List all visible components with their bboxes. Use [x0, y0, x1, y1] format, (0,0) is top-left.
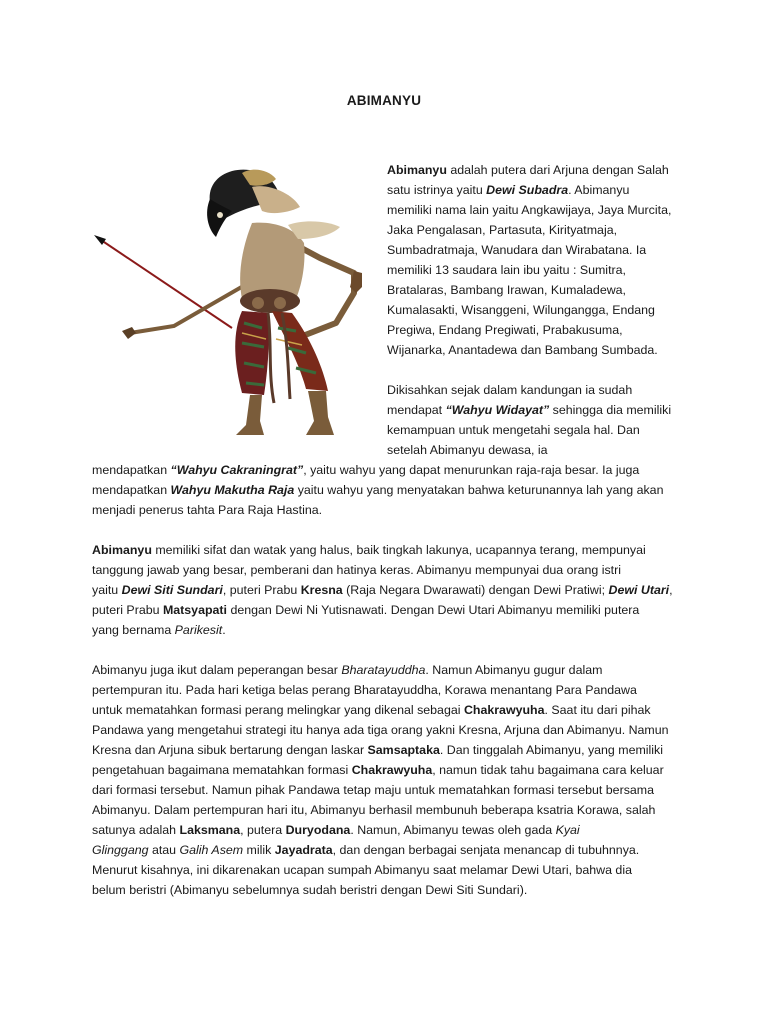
p4-line-2: pertempuran itu. Pada hari ketiga belas perang Bharatayuddha, Korawa menantang Para Pandawa: [92, 683, 637, 697]
p2-line-4: setelah Abimanyu dewasa, ia: [387, 443, 548, 457]
p4-line-11: Menurut kisahnya, ini dikarenakan ucapan sumpah Abimanyu saat melamar Dewi Utari, bahwa dia: [92, 863, 632, 877]
p4-line-4: Pandawa yang mengetahui strategi itu hanya ada tiga orang yakni Kresna, Arjuna dan Abimanyu. Namun: [92, 723, 669, 737]
p3-line-2: tanggung jawab yang besar, pemberani dan hatinya keras. Abimanyu mempunyai dua orang istri: [92, 563, 621, 577]
p4-line-10: Glinggang atau Galih Asem milik Jayadrata, dan dengan berbagai senjata menancap di tubuhnnya.: [92, 843, 640, 857]
p4-line-1: Abimanyu juga ikut dalam peperangan besar Bharatayuddha. Namun Abimanyu gugur dalam: [92, 663, 603, 677]
page-title: ABIMANYU: [346, 93, 422, 108]
p4-line-6: pengetahuan bagaimana mematahkan formasi Chakrawyuha, namun tidak tahu bagaimana cara keluar: [92, 763, 664, 777]
p1-line-7: Bratalaras, Bambang Irawan, Kumaladewa,: [387, 283, 626, 297]
p1-line-5: Sumbadratmaja, Wanudara dan Wirabatana. Ia: [387, 243, 647, 257]
p1-line-9: Pregiwa, Endang Pregiwati, Prabakusuma,: [387, 323, 623, 337]
p3-line-3: yaitu Dewi Siti Sundari, puteri Prabu Kresna (Raja Negara Dwarawati) dengan Dewi Pratiwi; Dewi Utari,: [92, 583, 673, 597]
p4-line-7: dari formasi tersebut. Namun pihak Pandawa tetap maju untuk mematahkan formasi tersebut bersama: [92, 783, 654, 797]
p4-line-5: Kresna dan Arjuna sibuk bertarung dengan laskar Samsaptaka. Dan tinggalah Abimanyu, yang memiliki: [92, 743, 664, 757]
p3-line-5: yang bernama Parikesit.: [92, 623, 226, 637]
p4-line-9: satunya adalah Laksmana, putera Duryodana. Namun, Abimanyu tewas oleh gada Kyai: [92, 823, 580, 837]
p1-line-1: Abimanyu adalah putera dari Arjuna dengan Salah: [387, 163, 669, 177]
p1-line-6: memiliki 13 saudara lain ibu yaitu : Sumitra,: [387, 263, 626, 277]
p2-line-7: menjadi penerus tahta Para Raja Hastina.: [92, 503, 323, 517]
p4-line-8: Abimanyu. Dalam pertempuran hari itu, Abimanyu berhasil membunuh beberapa ksatria Korawa, salah: [92, 803, 656, 817]
p1-line-8: Kumalasakti, Wisanggeni, Wilungangga, Endang: [387, 303, 655, 317]
wayang-kulit-abimanyu-puppet-icon: [92, 163, 382, 448]
p4-line-3: untuk mematahkan formasi perang melingkar yang dikenal sebagai Chakrawyuha. Saat itu dari pihak: [92, 703, 651, 717]
p1-line-10: Wijanarka, Anantadewa dan Bambang Sumbada.: [387, 343, 658, 357]
p1-line-2: satu istrinya yaitu Dewi Subadra. Abimanyu: [387, 183, 630, 197]
p3-line-4: puteri Prabu Matsyapati dengan Dewi Ni Yutisnawati. Dengan Dewi Utari Abimanyu memiliki putera: [92, 603, 640, 617]
p1-line-4: Jaka Pengalasan, Partasuta, Kirityatmaja,: [387, 223, 618, 237]
p2-line-6: mendapatkan Wahyu Makutha Raja yaitu wahyu yang menyatakan bahwa keturunannya lah yang akan: [92, 483, 664, 497]
p3-line-1: Abimanyu memiliki sifat dan watak yang halus, baik tingkah lakunya, ucapannya terang, mempunyai: [92, 543, 646, 557]
p2-line-3: kemampuan untuk mengetahi segala hal. Dan: [387, 423, 640, 437]
p2-line-1: Dikisahkan sejak dalam kandungan ia sudah: [387, 383, 633, 397]
p2-line-5: mendapatkan “Wahyu Cakraningrat”, yaitu wahyu yang dapat menurunkan raja-raja besar. Ia juga: [92, 463, 640, 477]
p1-line-3: memiliki nama lain yaitu Angkawijaya, Jaya Murcita,: [387, 203, 672, 217]
p2-line-2: mendapat “Wahyu Widayat” sehingga dia memiliki: [387, 403, 672, 417]
p4-line-12: belum beristri (Abimanyu sebelumnya sudah beristri dengan Dewi Siti Sundari).: [92, 883, 528, 897]
